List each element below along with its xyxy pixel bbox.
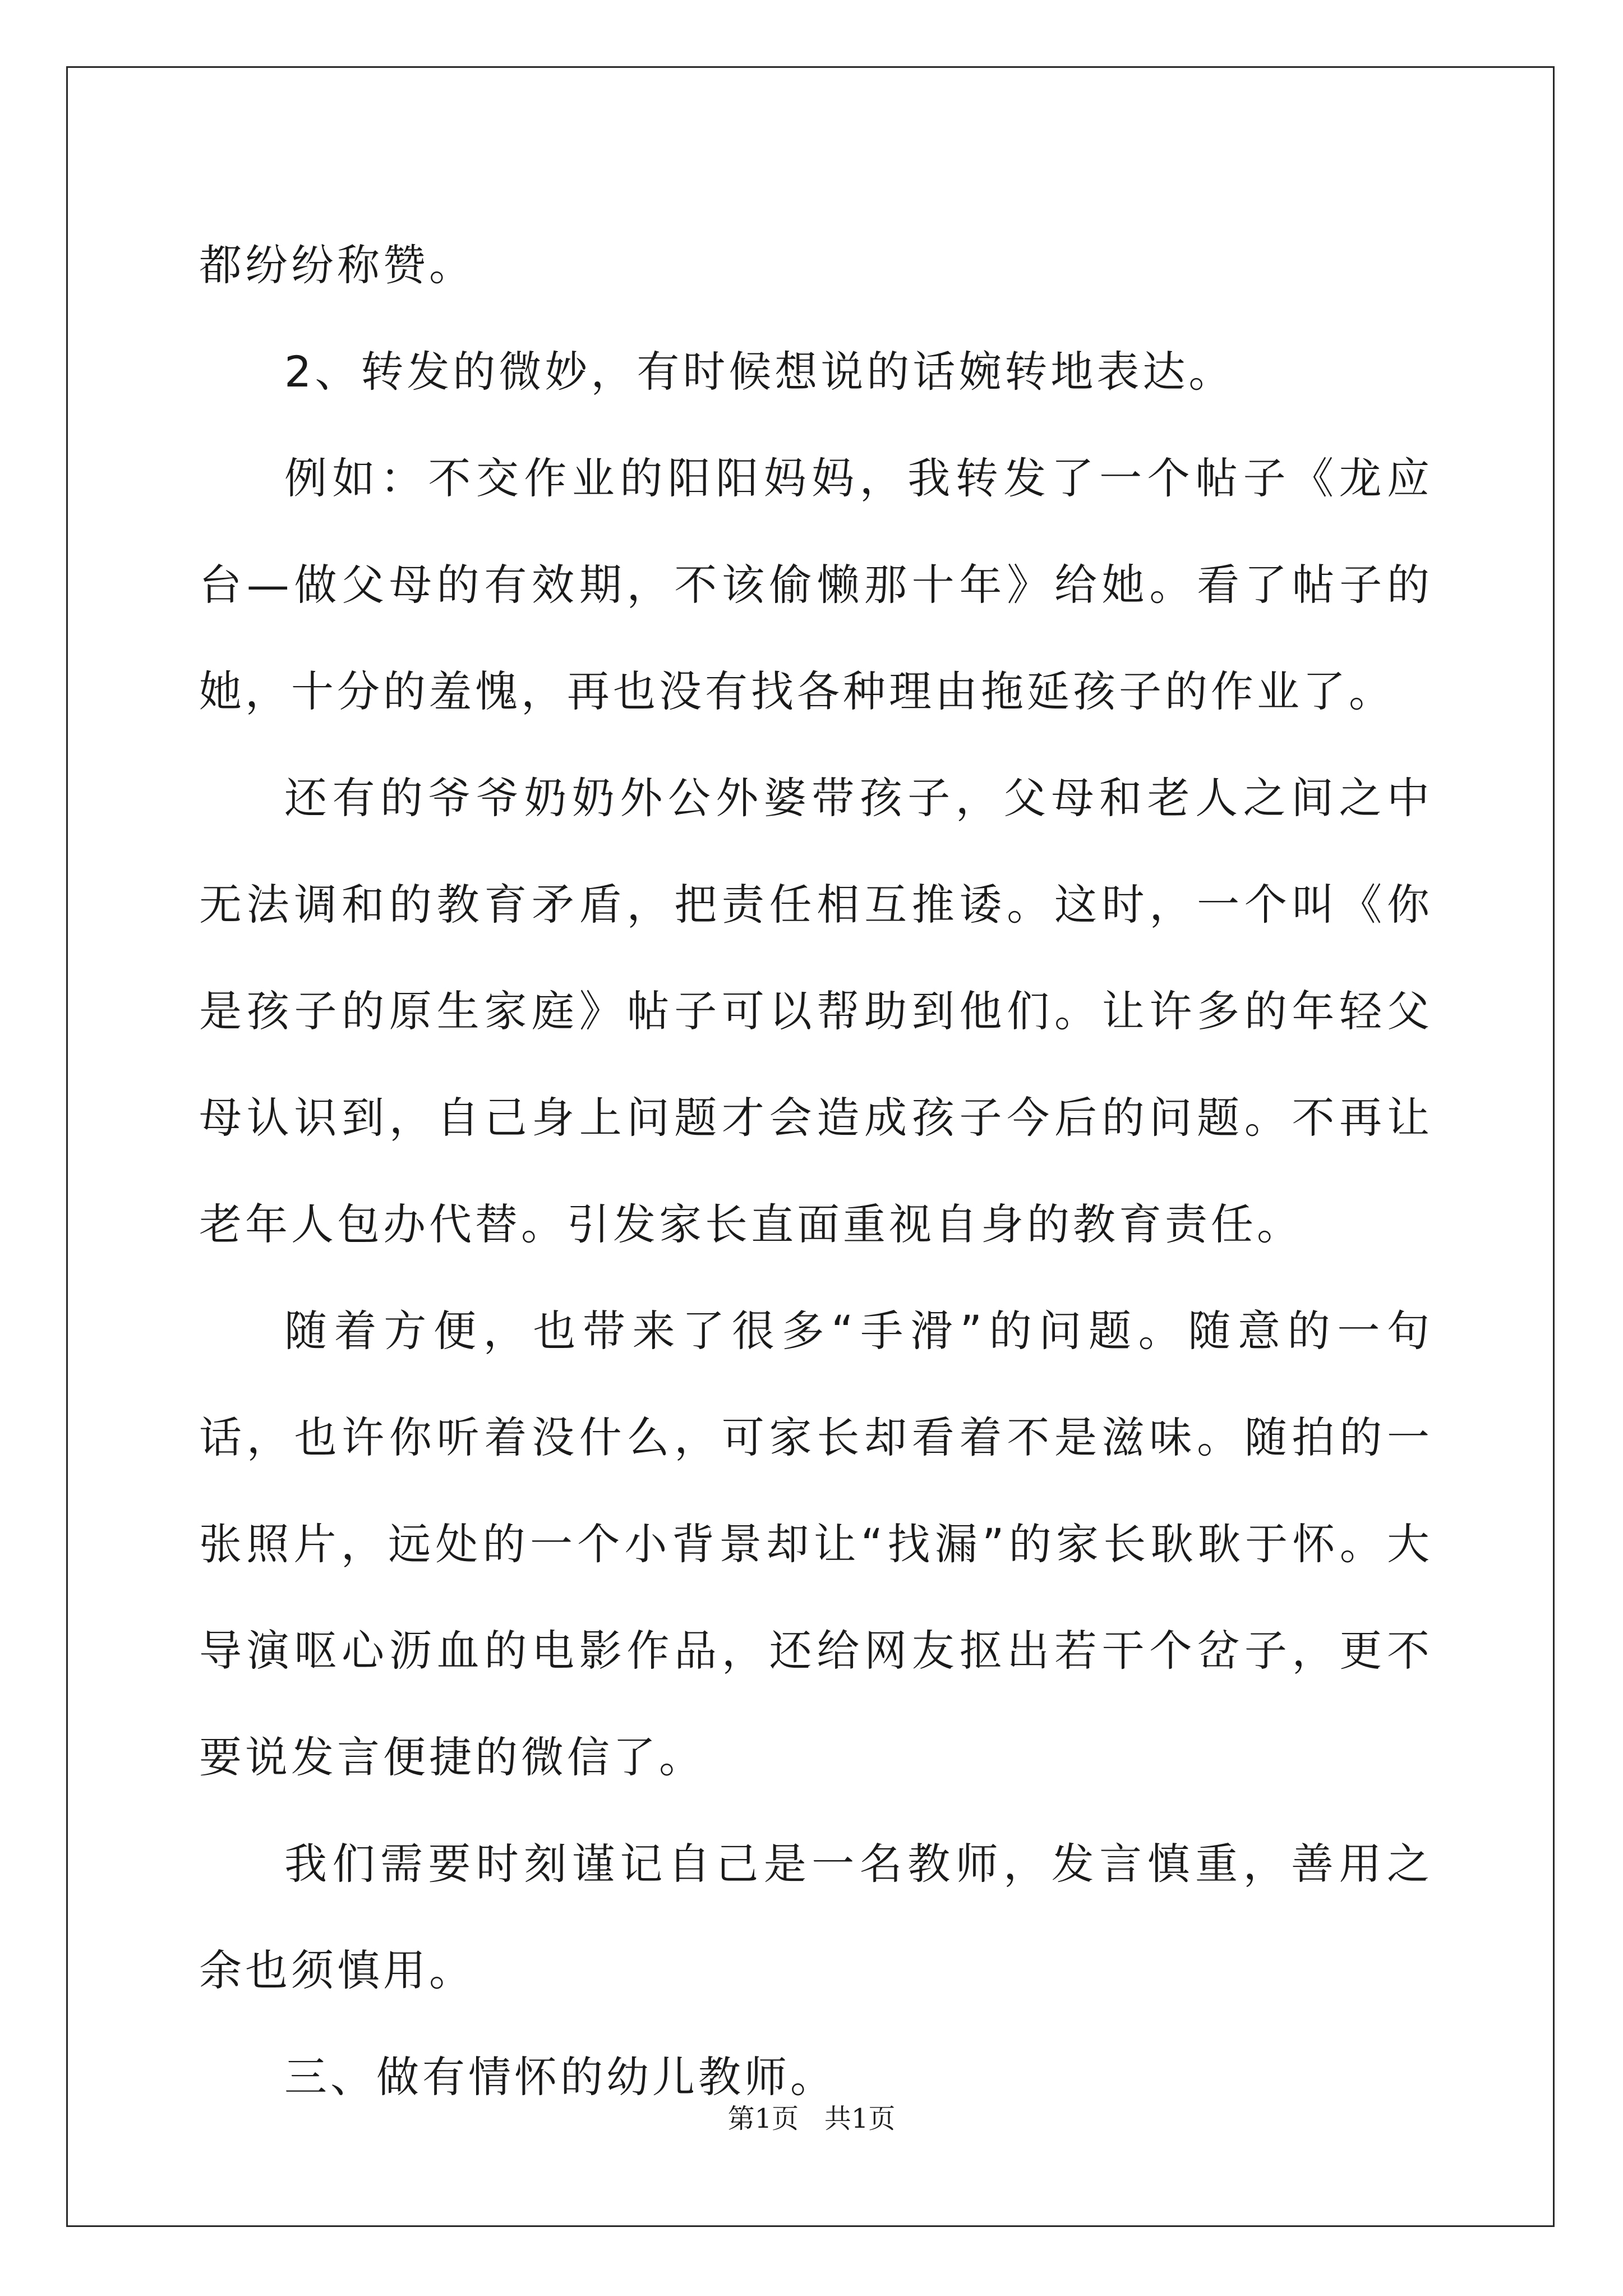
paragraph: 都纷纷称赞。 xyxy=(199,240,475,290)
paragraph: 随着方便，也带来了很多“手滑”的问题。随意的一句话，也许你听着没什么，可家长却看着不是滋味。随拍的一张照片，远处的一个小背景却让“找漏”的家长耿耿于怀。大导演呕心沥血的电影作品，还给网友抠出若干个岔子，更不要说发言便捷的微信了。 xyxy=(199,1306,1433,1782)
document-body xyxy=(199,212,1433,2131)
section-heading: 三、做有情怀的幼儿教师。 xyxy=(284,2052,836,2102)
paragraph: 我们需要时刻谨记自己是一名教师，发言慎重，善用之余也须慎用。 xyxy=(199,1839,1433,1995)
page-number: 第1页 xyxy=(727,2103,799,2134)
paragraph: 例如：不交作业的阳阳妈妈，我转发了一个帖子《龙应台—做父母的有效期，不该偷懒那十年》给她。看了帖子的她，十分的羞愧，再也没有找各种理由拖延孩子的作业了。 xyxy=(199,453,1433,716)
page-total: 共1页 xyxy=(824,2103,896,2134)
page-footer xyxy=(0,2097,1623,2136)
paragraph: 2、转发的微妙，有时候想说的话婉转地表达。 xyxy=(284,347,1235,397)
paragraph: 还有的爷爷奶奶外公外婆带孩子，父母和老人之间之中无法调和的教育矛盾，把责任相互推诿。这时，一个叫《你是孩子的原生家庭》帖子可以帮助到他们。让许多的年轻父母认识到，自己身上问题才会造成孩子今后的问题。不再让老年人包办代替。引发家长直面重视自身的教育责任。 xyxy=(199,773,1433,1249)
